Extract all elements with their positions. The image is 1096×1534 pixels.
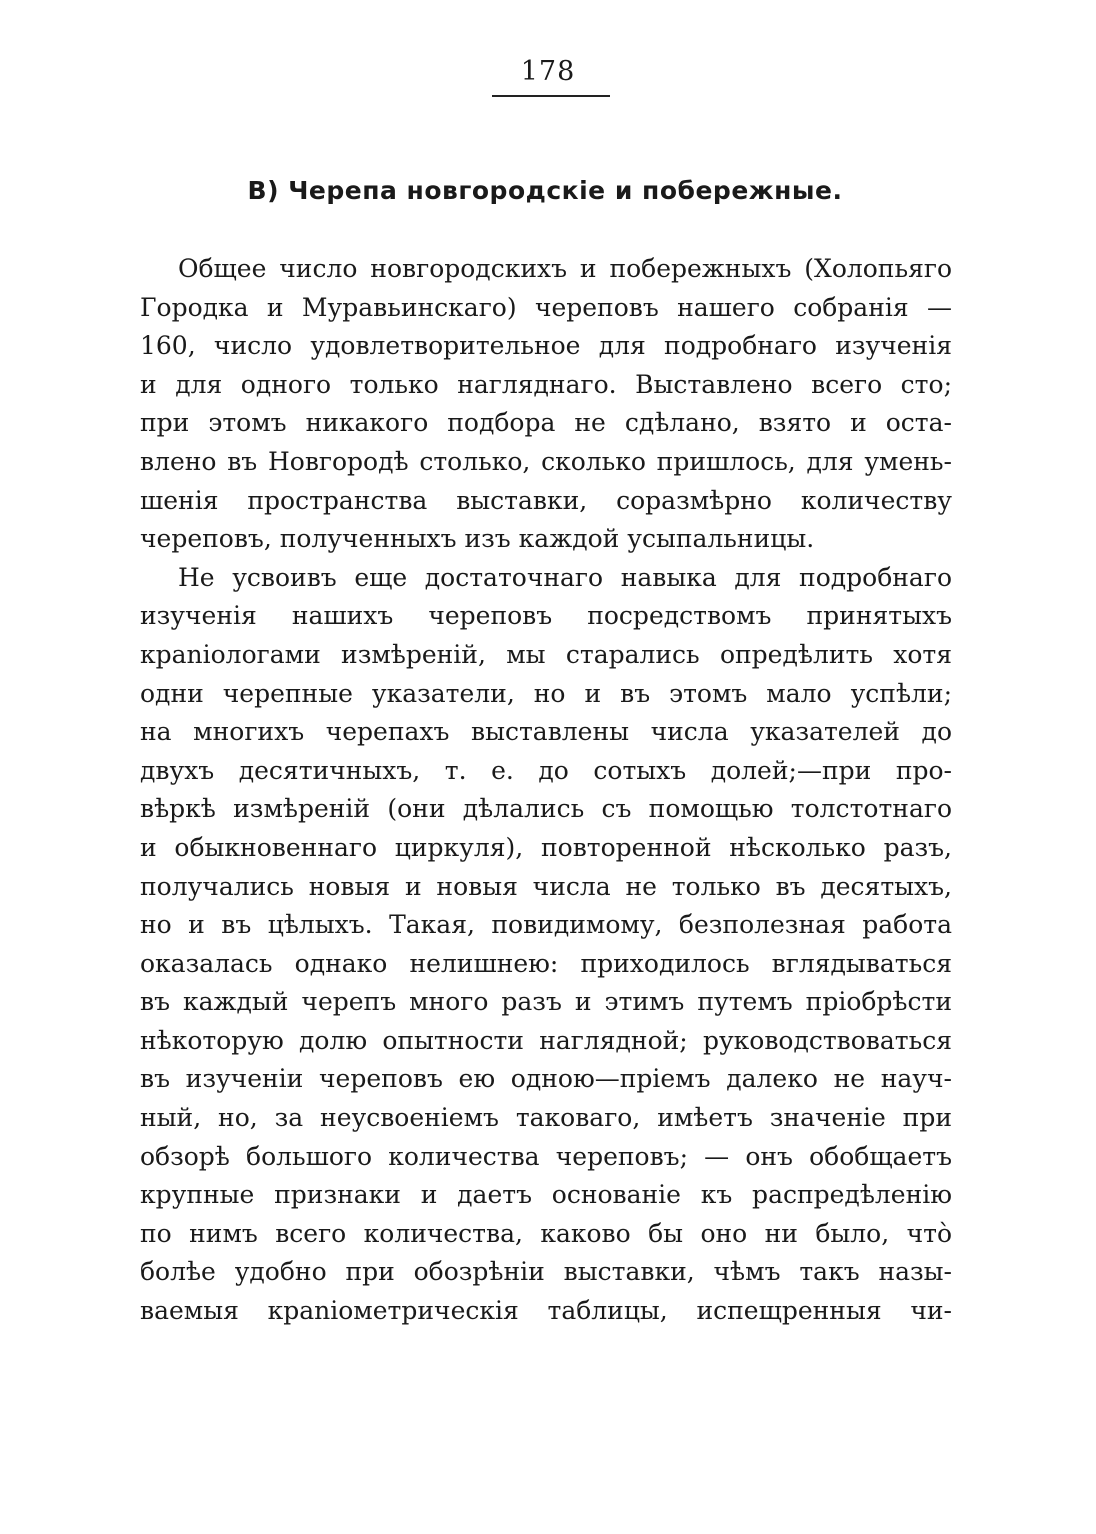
text-line: 160, число удовлетворительное для подробнаго изученiя bbox=[140, 331, 952, 361]
text-line: одни черепные указатели, но и въ этомъ мало успѣли; bbox=[140, 678, 952, 708]
text-line: получались новыя и новыя числа не только въ десятыхъ, bbox=[140, 871, 952, 901]
text-line: по нимъ всего количества, каково бы оно ни было, чтò bbox=[140, 1218, 952, 1248]
paragraph-1 bbox=[140, 250, 952, 559]
text-line: но и въ цѣлыхъ. Такая, повидимому, безполезная работа bbox=[140, 910, 952, 940]
page-number-rule bbox=[492, 95, 610, 97]
text-line: изученiя нашихъ череповъ посредствомъ принятыхъ bbox=[140, 601, 952, 631]
body-text bbox=[140, 250, 952, 1331]
section-heading: В) Черепа новгородскiе и побережные. bbox=[247, 176, 843, 205]
text-line: Общее число новгородскихъ и побережныхъ (Холопьяго bbox=[178, 254, 952, 283]
text-line: череповъ, полученныхъ изъ каждой усыпальницы. bbox=[140, 524, 815, 554]
text-line: ваемыя краniометрическiя таблицы, испещренныя чи- bbox=[140, 1296, 952, 1326]
text-line: краniологами измѣренiй, мы старались опредѣлить хотя bbox=[140, 639, 952, 669]
text-line: въ каждый черепъ много разъ и этимъ путемъ прiобрѣсти bbox=[140, 987, 952, 1017]
text-line: и обыкновеннаго циркуля), повторенной нѣсколько разъ, bbox=[140, 832, 952, 862]
text-line: Городка и Муравьинскаго) череповъ нашего собранiя — bbox=[140, 292, 952, 322]
text-line: двухъ десятичныхъ, т. е. до сотыхъ долей;—при про- bbox=[140, 755, 952, 785]
text-line: болѣе удобно при обозрѣнiи выставки, чѣмъ такъ назы- bbox=[140, 1257, 952, 1287]
text-line: и для одного только нагляднаго. Выставлено всего сто; bbox=[140, 369, 952, 399]
text-line: крупные признаки и даетъ основанiе къ распредѣленiю bbox=[140, 1180, 952, 1210]
text-line: оказалась однако нелишнею: приходилось вглядываться bbox=[140, 948, 952, 978]
text-line: Не усвоивъ еще достаточнаго навыка для подробнаго bbox=[178, 562, 952, 592]
text-line: влено въ Новгородѣ столько, сколько пришлось, для умень- bbox=[140, 446, 952, 476]
text-line: въ изученiи череповъ ею одною—прiемъ далеко не науч- bbox=[140, 1064, 952, 1094]
page-number: 178 bbox=[520, 56, 576, 87]
text-line: обзорѣ большого количества череповъ; — онъ обобщаетъ bbox=[140, 1141, 952, 1171]
text-line: вѣркѣ измѣренiй (они дѣлались съ помощью толстотнаго bbox=[140, 794, 952, 824]
text-line: ный, но, за неусвоенiемъ таковаго, имѣетъ значенiе при bbox=[140, 1103, 952, 1133]
text-line: на многихъ черепахъ выставлены числа указателей до bbox=[140, 717, 952, 747]
text-line: нѣкоторую долю опытности наглядной; руководствоваться bbox=[140, 1025, 952, 1055]
paragraph-2 bbox=[140, 559, 952, 1331]
text-line: при этомъ никакого подбора не сдѣлано, взято и оста- bbox=[140, 408, 952, 438]
text-line: шенiя пространства выставки, соразмѣрно количеству bbox=[140, 485, 952, 515]
